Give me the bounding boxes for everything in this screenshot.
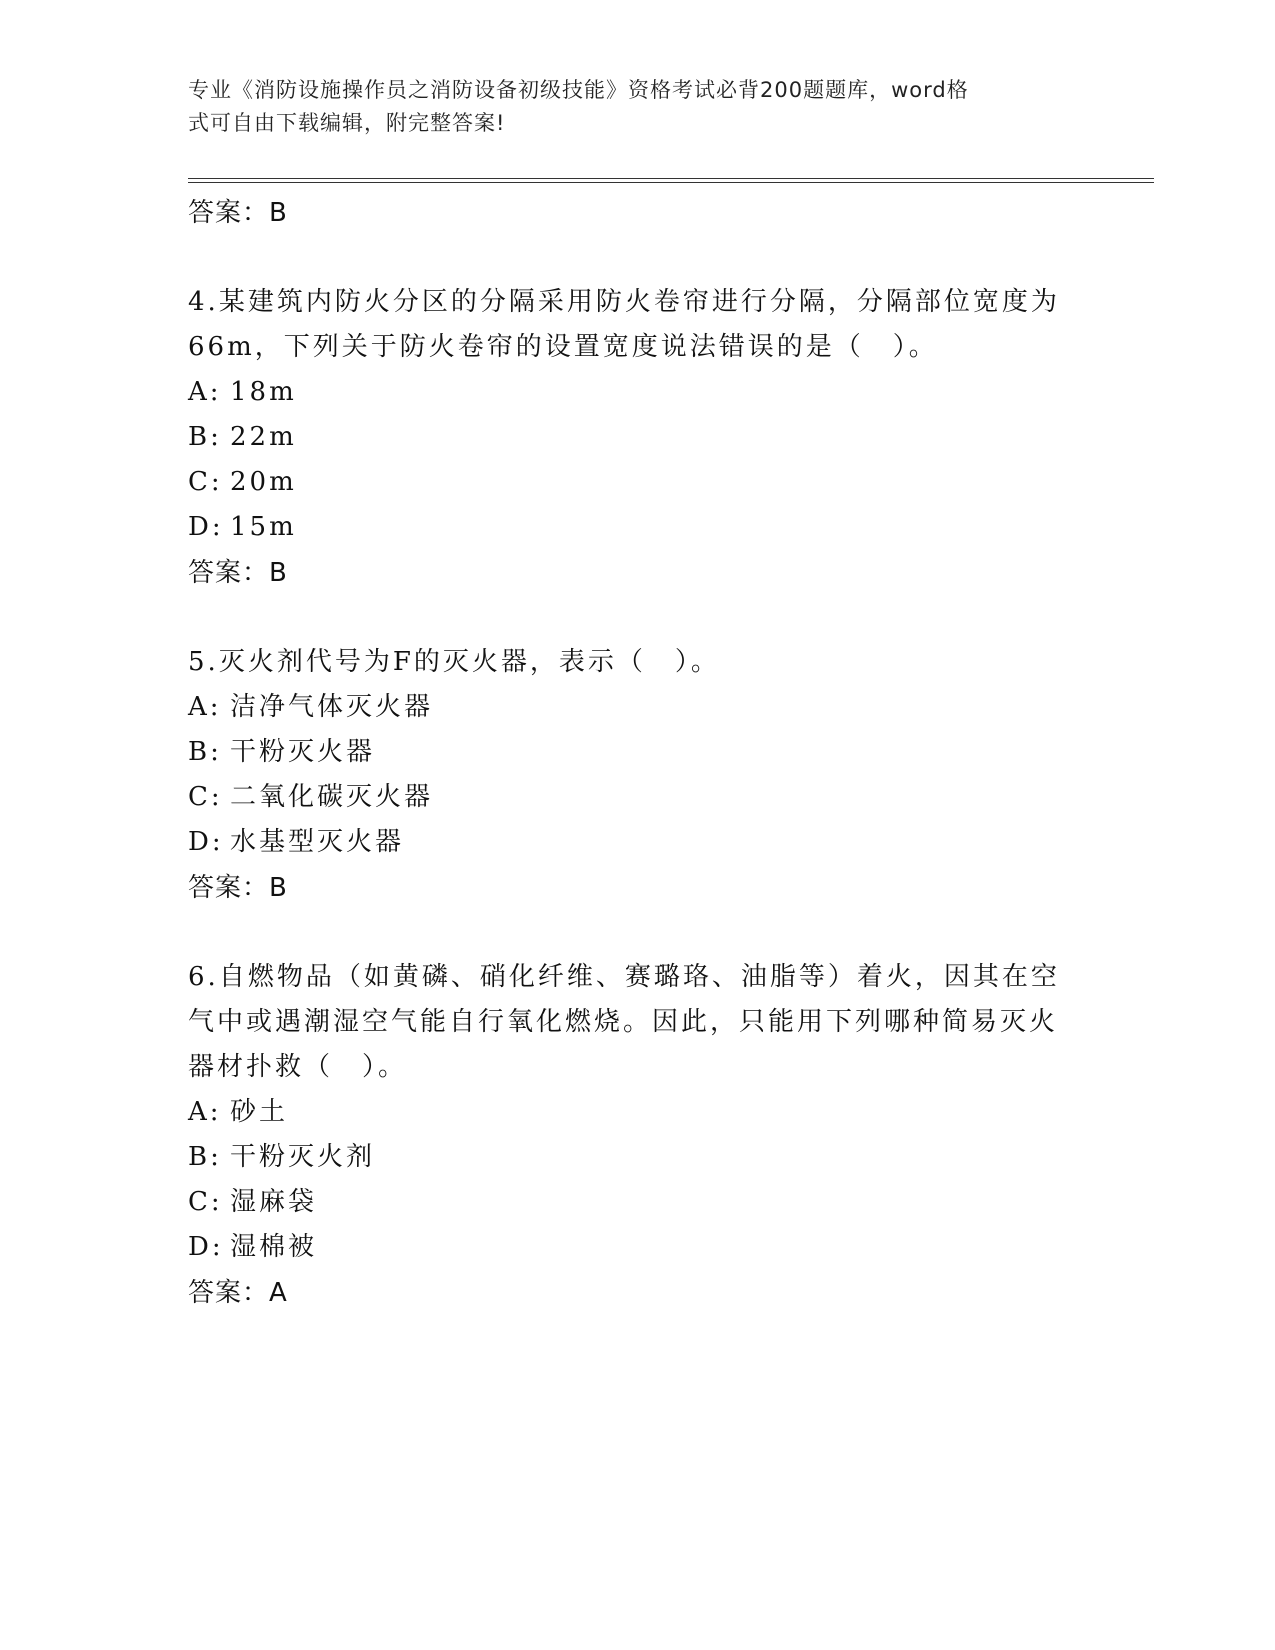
option-text: 15m — [230, 512, 297, 542]
answer-line — [188, 1270, 1088, 1316]
question-4 — [188, 280, 1088, 596]
option-a — [188, 370, 1088, 415]
question-6 — [188, 955, 1088, 1316]
option-key: A: — [188, 377, 222, 407]
option-key: B: — [188, 737, 222, 767]
answer-value: A — [269, 1278, 288, 1308]
option-key: A: — [188, 1097, 222, 1127]
option-text: 18m — [230, 377, 297, 407]
option-b — [188, 1135, 1088, 1180]
stem-line: 某建筑内防火分区的分隔采用防火卷帘进行分隔，分隔部位宽度为 — [218, 287, 1060, 317]
option-d — [188, 1225, 1088, 1270]
header-divider-double — [188, 182, 1154, 183]
option-key: D: — [188, 1232, 224, 1262]
answer-value: B — [269, 873, 288, 903]
stem-line: 66m，下列关于防火卷帘的设置宽度说法错误的是（ ）。 — [188, 332, 938, 362]
option-key: B: — [188, 1142, 222, 1172]
option-key: C: — [188, 1187, 223, 1217]
stem-line: 气中或遇潮湿空气能自行氧化燃烧。因此，只能用下列哪种简易灭火 — [188, 1007, 1059, 1037]
option-b — [188, 730, 1088, 775]
option-text: 干粉灭火剂 — [230, 1142, 376, 1172]
document-body — [188, 190, 1088, 1316]
header-title-line-1: 专业《消防设施操作员之消防设备初级技能》资格考试必背200题题库，word格 — [188, 78, 969, 102]
option-key: A: — [188, 692, 222, 722]
option-text: 干粉灭火器 — [230, 737, 376, 767]
option-d — [188, 820, 1088, 865]
header-title-line-2: 式可自由下载编辑，附完整答案! — [188, 111, 506, 135]
page-header — [188, 74, 1068, 140]
stem-line: 器材扑救（ ）。 — [188, 1052, 408, 1082]
option-text: 20m — [230, 467, 297, 497]
option-c — [188, 775, 1088, 820]
option-key: D: — [188, 827, 224, 857]
option-key: C: — [188, 782, 223, 812]
option-c — [188, 1180, 1088, 1225]
header-divider — [188, 178, 1154, 179]
option-key: C: — [188, 467, 223, 497]
answer-label: 答案： — [188, 198, 270, 228]
question-stem — [188, 955, 1088, 1090]
option-d — [188, 505, 1088, 550]
question-stem — [188, 640, 1088, 685]
question-5 — [188, 640, 1088, 911]
option-text: 二氧化碳灭火器 — [230, 782, 434, 812]
question-number: 4. — [188, 287, 219, 317]
answer-line — [188, 865, 1088, 911]
stem-line: 灭火剂代号为F的灭火器，表示（ ）。 — [218, 647, 720, 677]
option-a — [188, 1090, 1088, 1135]
answer-label: 答案： — [188, 1278, 270, 1308]
answer-line — [188, 550, 1088, 596]
option-key: B: — [188, 422, 222, 452]
option-a — [188, 685, 1088, 730]
option-text: 湿棉被 — [230, 1232, 318, 1262]
question-number: 6. — [188, 962, 219, 992]
stem-line: 自燃物品（如黄磷、硝化纤维、赛璐珞、油脂等）着火，因其在空 — [218, 962, 1060, 992]
option-text: 22m — [230, 422, 297, 452]
option-text: 水基型灭火器 — [230, 827, 405, 857]
question-number: 5. — [188, 647, 219, 677]
answer-line — [188, 190, 1088, 236]
option-text: 湿麻袋 — [230, 1187, 318, 1217]
answer-label: 答案： — [188, 873, 270, 903]
option-b — [188, 415, 1088, 460]
option-text: 砂土 — [230, 1097, 289, 1127]
answer-value: B — [269, 558, 288, 588]
answer-value: B — [269, 198, 288, 228]
option-key: D: — [188, 512, 224, 542]
answer-label: 答案： — [188, 558, 270, 588]
question-stem — [188, 280, 1088, 370]
option-text: 洁净气体灭火器 — [230, 692, 434, 722]
option-c — [188, 460, 1088, 505]
